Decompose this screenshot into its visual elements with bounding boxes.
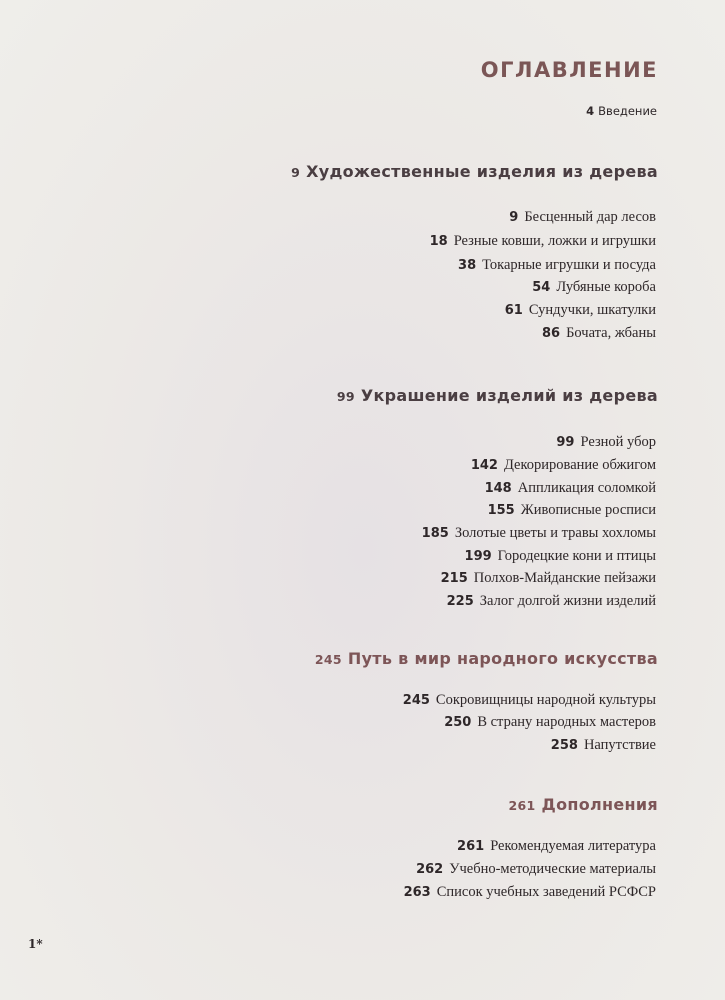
- page-number: 61: [504, 303, 523, 318]
- toc-entry[interactable]: [465, 548, 656, 565]
- page-number: 99: [556, 435, 575, 450]
- entry-title: Введение: [598, 104, 657, 118]
- entry-title: Бесценный дар лесов: [524, 209, 656, 225]
- page-number: 215: [440, 571, 468, 586]
- toc-entry[interactable]: [556, 434, 656, 451]
- page-number: 185: [421, 526, 449, 541]
- toc-entry[interactable]: [403, 692, 656, 709]
- entry-title: Залог долгой жизни изделий: [479, 593, 656, 609]
- toc-entry[interactable]: [444, 714, 656, 731]
- page-folio: 1*: [28, 937, 43, 951]
- toc-entry[interactable]: [485, 480, 656, 497]
- page-number: 261: [508, 798, 536, 813]
- toc-entry[interactable]: [532, 279, 656, 296]
- toc-entry[interactable]: [404, 884, 656, 901]
- entry-title: Учебно-методические материалы: [449, 861, 656, 877]
- toc-entry-introduction[interactable]: [586, 104, 657, 118]
- page-number: 245: [314, 652, 342, 667]
- entry-title: Напутствие: [583, 737, 656, 753]
- section-title: Художественные изделия из дерева: [306, 162, 658, 181]
- entry-title: Токарные игрушки и посуда: [482, 257, 656, 273]
- toc-section-wood-decoration[interactable]: [337, 386, 658, 405]
- entry-title: Сокровищницы народной культуры: [435, 692, 656, 708]
- toc-entry[interactable]: [551, 737, 656, 754]
- page-number: 9: [291, 165, 301, 180]
- page-number: 263: [403, 885, 431, 900]
- entry-title: Живописные росписи: [520, 502, 656, 518]
- page-number: 250: [444, 715, 472, 730]
- entry-title: Список учебных заведений РСФСР: [436, 884, 656, 900]
- entry-title: Золотые цветы и травы хохломы: [454, 525, 656, 541]
- page-number: 155: [487, 503, 515, 518]
- page-number: 38: [458, 258, 477, 273]
- toc-entry[interactable]: [458, 257, 656, 274]
- entry-title: Декорирование обжигом: [503, 457, 656, 473]
- page-number: 199: [464, 549, 492, 564]
- page-number: 54: [532, 280, 551, 295]
- entry-title: Рекомендуемая литература: [490, 838, 656, 854]
- toc-section-appendix[interactable]: [509, 795, 658, 814]
- page-title: ОГЛАВЛЕНИЕ: [480, 58, 658, 82]
- entry-title: Бочата, жбаны: [566, 325, 656, 341]
- page-number: 225: [446, 594, 474, 609]
- entry-title: Резной убор: [580, 434, 656, 450]
- section-title: Украшение изделий из дерева: [360, 386, 658, 405]
- entry-title: В страну народных мастеров: [477, 714, 656, 730]
- toc-entry[interactable]: [505, 302, 656, 319]
- toc-entry[interactable]: [471, 457, 656, 474]
- page-number: 99: [336, 389, 355, 404]
- toc-section-folk-art[interactable]: [315, 649, 658, 668]
- entry-title: Сундучки, шкатулки: [528, 302, 656, 318]
- entry-title: Лубяные короба: [556, 279, 656, 295]
- toc-entry[interactable]: [509, 209, 656, 226]
- entry-title: Резные ковши, ложки и игрушки: [453, 233, 656, 249]
- page-number: 148: [484, 481, 512, 496]
- page-number: 18: [429, 234, 448, 249]
- toc-entry[interactable]: [441, 570, 656, 587]
- toc-entry[interactable]: [430, 233, 656, 250]
- toc-entry[interactable]: [542, 325, 656, 342]
- toc-entry[interactable]: [488, 502, 656, 519]
- toc-entry[interactable]: [416, 861, 656, 878]
- page-number: 142: [470, 458, 498, 473]
- toc-section-wood-articles[interactable]: [291, 162, 658, 181]
- section-title: Дополнения: [541, 795, 658, 814]
- entry-title: Аппликация соломкой: [517, 480, 656, 496]
- toc-entry[interactable]: [447, 593, 656, 610]
- toc-entry[interactable]: [457, 838, 656, 855]
- page-number: 245: [402, 693, 430, 708]
- page-number: 262: [416, 862, 444, 877]
- page-number: 9: [509, 210, 519, 225]
- entry-title: Полхов-Майданские пейзажи: [473, 570, 656, 586]
- page-number: 258: [550, 738, 578, 753]
- entry-title: Городецкие кони и птицы: [497, 548, 656, 564]
- page-number: 86: [542, 326, 561, 341]
- page-number: 261: [457, 839, 485, 854]
- page-number: 4: [586, 104, 595, 118]
- toc-entry[interactable]: [422, 525, 656, 542]
- section-title: Путь в мир народного искусства: [347, 649, 658, 668]
